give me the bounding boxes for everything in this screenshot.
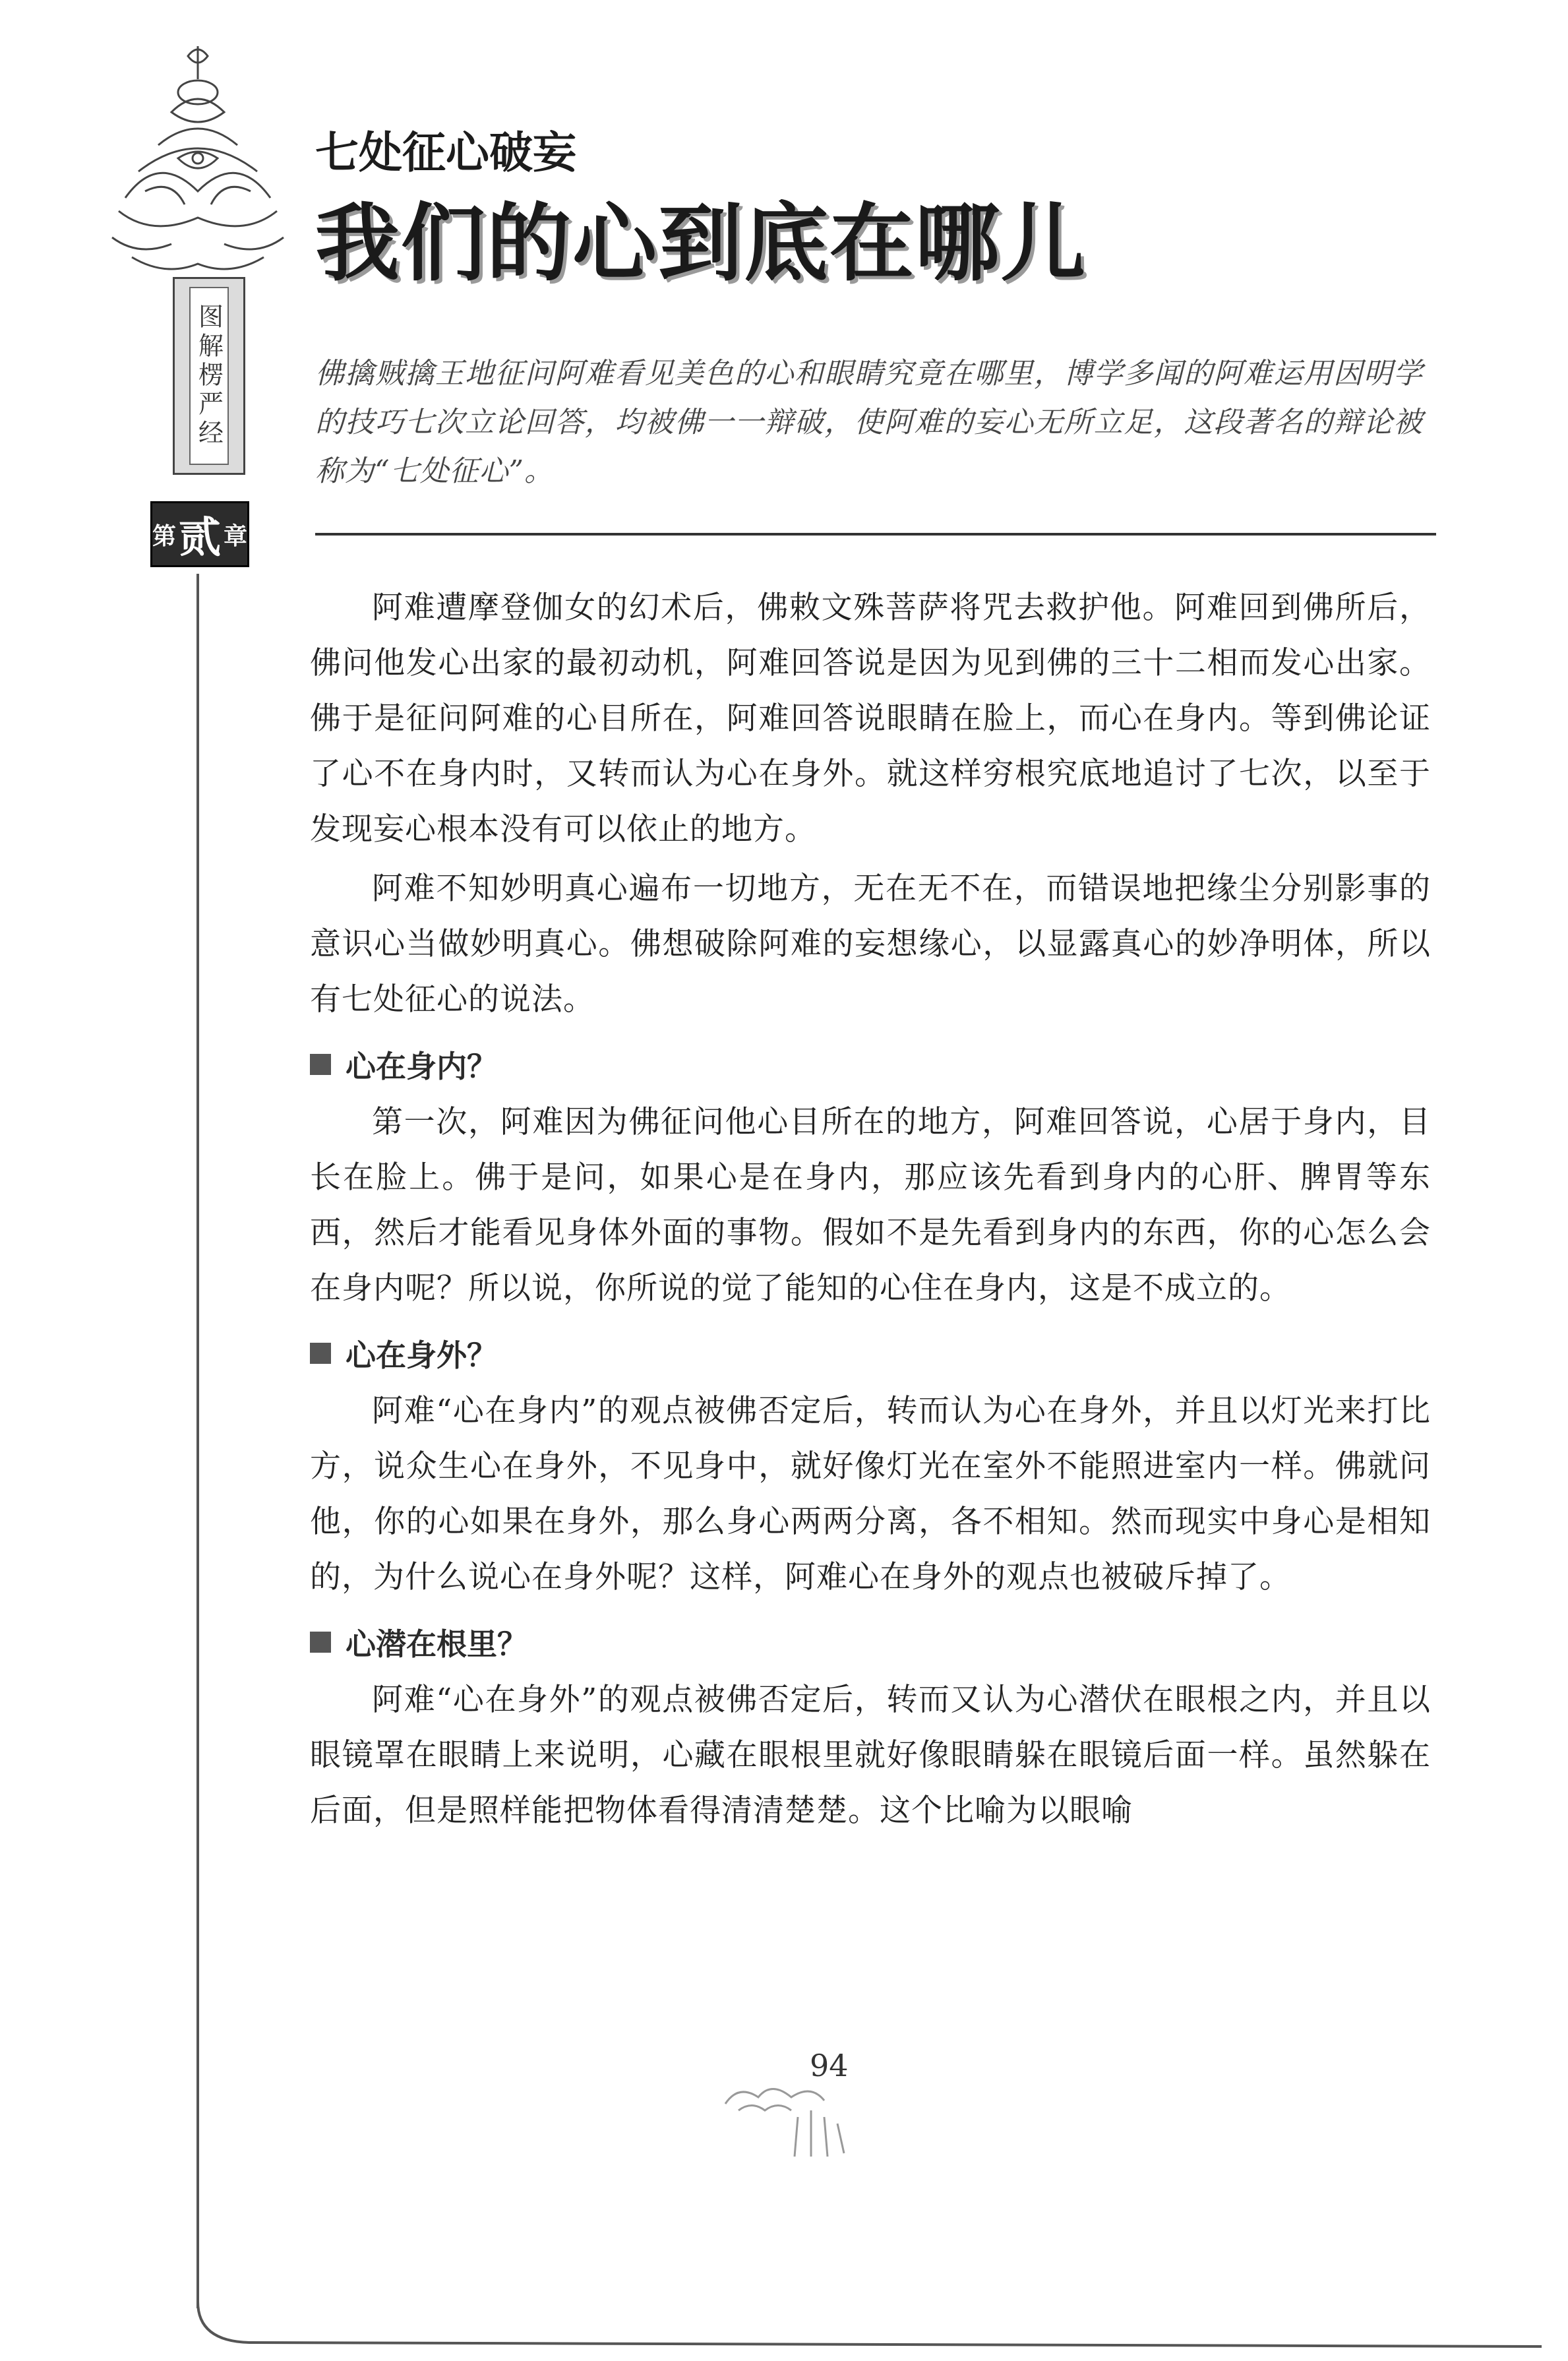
book-title-tab: [173, 277, 245, 475]
section-1-paragraph: 第一次，阿难因为佛征问他心目所在的地方，阿难回答说，心居于身内，目长在脸上。佛于是问，如果心是在身内，那应该先看到身内的心肝、脾胃等东西，然后才能看见身体外面的事物。假如不是先看到身内的东西，你的心怎么会在身内呢？所以说，你所说的觉了能知的心住在身内，这是不成立的。: [310, 1104, 1431, 1306]
chapter-badge: [150, 501, 249, 567]
section-2-paragraph: 阿难“心在身内”的观点被佛否定后，转而认为心在身外，并且以灯光来打比方，说众生心在身外，不见身中，就好像灯光在室外不能照进室内一样。佛就问他，你的心如果在身外，那么身心两两分离，各不相知。然而现实中身心是相知的，为什么说心在身外呢？这样，阿难心在身外的观点也被破斥掉了。: [310, 1393, 1431, 1595]
section-heading-2-label: 心在身外？: [346, 1337, 497, 1373]
section-heading-3: [310, 1614, 1431, 1670]
square-bullet-icon: [310, 1054, 331, 1075]
body-content: [310, 580, 1431, 1843]
square-bullet-icon: [310, 1343, 331, 1364]
page-subtitle: 七处征心破妄: [315, 127, 576, 178]
page-title: 我们的心到底在哪儿: [315, 195, 1087, 293]
chapter-suffix: 章: [224, 522, 248, 550]
square-bullet-icon: [310, 1632, 331, 1653]
abstract-text: 佛擒贼擒王地征问阿难看见美色的心和眼睛究竟在哪里，博学多闻的阿难运用因明学的技巧七次立论回答，均被佛一一辩破，使阿难的妄心无所立足，这段著名的辩论被称为“七处征心”。: [315, 357, 1423, 488]
intro-paragraph-2: 阿难不知妙明真心遍布一切地方，无在无不在，而错误地把缘尘分别影事的意识心当做妙明真心。佛想破除阿难的妄想缘心，以显露真心的妙净明体，所以有七处征心的说法。: [310, 871, 1431, 1018]
sidebar-divider: [196, 574, 199, 2308]
lotus-vajra-ornament-icon: [99, 40, 297, 290]
section-heading-1-label: 心在身内？: [346, 1049, 497, 1084]
chapter-prefix: 第: [152, 522, 176, 550]
book-title-label: 图解楞严经: [189, 287, 229, 465]
section-heading-2: [310, 1326, 1431, 1381]
abstract-divider: [315, 533, 1436, 536]
intro-paragraph-1: 阿难遭摩登伽女的幻术后，佛敕文殊菩萨将咒去救护他。阿难回到佛所后，佛问他发心出家的最初动机，阿难回答说是因为见到佛的三十二相而发心出家。佛于是征问阿难的心目所在，阿难回答说眼睛在脸上，而心在身内。等到佛论证了心不在身内时，又转而认为心在身外。就这样穷根究底地追讨了七次，以至于发现妄心根本没有可以依止的地方。: [310, 590, 1431, 847]
section-heading-3-label: 心潜在根里？: [346, 1626, 528, 1662]
cloud-ornament-icon: [712, 2071, 884, 2163]
section-3-paragraph: 阿难“心在身外”的观点被佛否定后，转而又认为心潜伏在眼根之内，并且以眼镜罩在眼睛上来说明，心藏在眼根里就好像眼睛躲在眼镜后面一样。虽然躲在后面，但是照样能把物体看得清清楚楚。这个比喻为以眼喻: [310, 1682, 1431, 1829]
chapter-number: 贰: [179, 514, 221, 563]
page-number: 94: [810, 2048, 849, 2083]
section-heading-1: [310, 1037, 1431, 1092]
bottom-border-curve: [196, 2269, 1542, 2361]
